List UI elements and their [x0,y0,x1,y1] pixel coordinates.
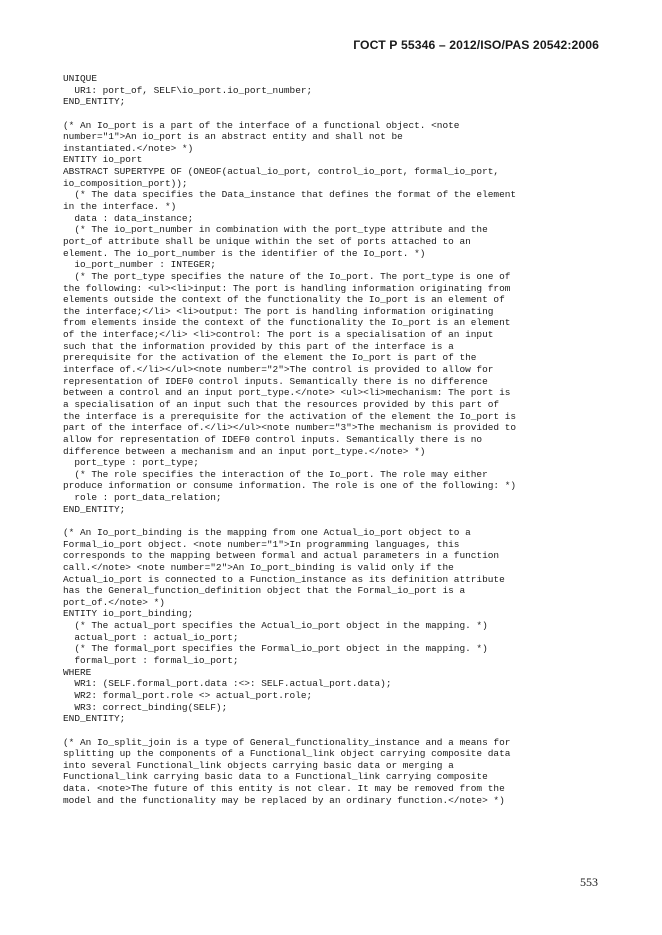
document-header: ГОСТ Р 55346 – 2012/ISO/PAS 20542:2006 [353,38,599,52]
code-line: from elements inside the context of the functionality the Io_port is an element [63,317,511,329]
page-number: 553 [580,875,598,889]
code-line: instantiated.</note> *) [63,142,194,154]
code-line [63,725,603,737]
code-line: part of the interface of.</li></ul><note number="3">The mechanism is provided to [63,422,517,434]
code-line: (* The port_type specifies the nature of the Io_port. The port_type is one of [63,270,511,282]
code-line: the following: <ul><li>input: The port is handling information originating from [63,282,511,294]
code-line: role : port_data_relation; [63,492,222,504]
code-line: (* An Io_split_join is a type of General_functionality_instance and a means for [63,736,511,748]
code-line: (* The role specifies the interaction of the Io_port. The role may either [63,468,488,480]
code-line: WHERE [63,666,92,678]
code-line: formal_port : formal_io_port; [63,655,239,667]
code-line: (* An Io_port_binding is the mapping from one Actual_io_port object to a [63,526,471,538]
code-line: END_ENTITY; [63,713,126,725]
code-line: WR3: correct_binding(SELF); [63,701,228,713]
code-line [63,515,603,527]
code-line: model and the functionality may be replaced by an ordinary function.</note> *) [63,794,505,806]
code-line: Formal_io_port object. <note number="1">In programming languages, this [63,538,460,550]
code-line: WR2: formal_port.role <> actual_port.role; [63,689,313,701]
code-line: io_port_number : INTEGER; [63,259,216,271]
code-line: END_ENTITY; [63,503,126,515]
code-line: (* The actual_port specifies the Actual_io_port object in the mapping. *) [63,620,488,632]
code-line: has the General_function_definition object that the Formal_io_port is a [63,585,466,597]
code-line: representation of IDEF0 control inputs. Semantically there is no difference [63,375,488,387]
code-line: ABSTRACT SUPERTYPE OF (ONEOF(actual_io_port, control_io_port, formal_io_port, [63,166,500,178]
code-line: ENTITY io_port [63,154,143,166]
code-line: allow for representation of IDEF0 control inputs. Semantically there is no [63,433,483,445]
code-line: Functional_link carrying basic data to a Functional_link carrying composite [63,771,488,783]
code-line: Actual_io_port is connected to a Function_instance as its definition attribute [63,573,505,585]
code-line: interface of.</li></ul><note number="2">The control is provided to allow for [63,364,494,376]
code-line: corresponds to the mapping between formal and actual parameters in a function [63,550,500,562]
code-line: io_composition_port)); [63,177,188,189]
code-line: port_of attribute shall be unique within the set of ports attached to an [63,235,471,247]
code-line: into several Functional_link objects carrying basic data or merging a [63,759,454,771]
code-line: ENTITY io_port_binding; [63,608,194,620]
code-line: a specialisation of an input such that the resources provided by this part of [63,398,500,410]
code-line: of the interface;</li> <li>control: The port is a specialisation of an input [63,329,494,341]
code-line: difference between a mechanism and an input port_type.</note> *) [63,445,426,457]
code-line: WR1: (SELF.formal_port.data :<>: SELF.actual_port.data); [63,678,392,690]
code-line: the interface is a prerequisite for the activation of the element the Io_port is [63,410,517,422]
code-line: (* The formal_port specifies the Formal_io_port object in the mapping. *) [63,643,488,655]
code-line: the interface;</li> <li>output: The port is handling information originating [63,305,494,317]
code-line: in the interface. *) [63,201,177,213]
code-line: END_ENTITY; [63,96,126,108]
code-line: UNIQUE [63,73,97,84]
code-line: (* The data specifies the Data_instance that defines the format of the element [63,189,517,201]
code-line: data. <note>The future of this entity is not clear. It may be removed from the [63,783,505,795]
code-line: (* The io_port_number in combination with the port_type attribute and the [63,224,488,236]
express-code-block [63,73,603,806]
code-line: elements outside the context of the functionality the Io_port is an element of [63,294,505,306]
code-line: call.</note> <note number="2">An Io_port_binding is valid only if the [63,561,454,573]
code-line: element. The io_port_number is the identifier of the Io_port. *) [63,247,426,259]
code-line [63,108,603,120]
code-line: such that the information provided by this part of the interface is a [63,340,454,352]
code-line: port_type : port_type; [63,457,199,469]
code-line: actual_port : actual_io_port; [63,631,239,643]
code-line: UR1: port_of, SELF\io_port.io_port_number; [63,84,313,96]
code-line: (* An Io_port is a part of the interface of a functional object. <note [63,119,460,131]
code-line: number="1">An io_port is an abstract entity and shall not be [63,131,403,143]
code-line: produce information or consume information. The role is one of the following: *) [63,480,517,492]
code-line: between a control and an input port_type.</note> <ul><li>mechanism: The port is [63,387,511,399]
code-line: splitting up the components of a Functional_link object carrying composite data [63,748,511,760]
code-line: data : data_instance; [63,212,194,224]
code-line: prerequisite for the activation of the element the Io_port is part of the [63,352,477,364]
code-line: port_of.</note> *) [63,596,165,608]
